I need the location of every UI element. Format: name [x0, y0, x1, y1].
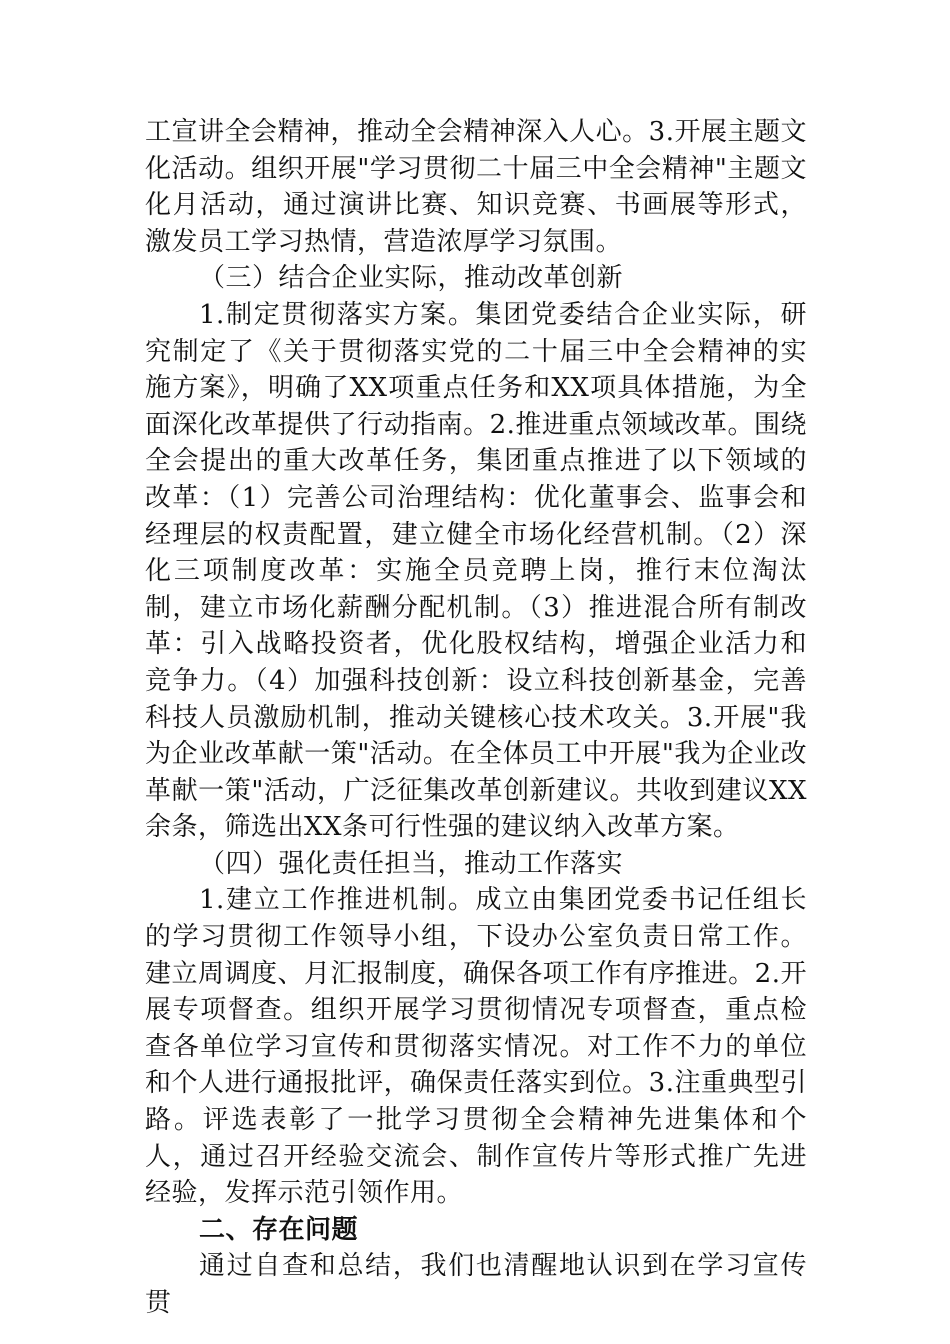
paragraph-continued: 工宣讲全会精神，推动全会精神深入人心。3.开展主题文化活动。组织开展"学习贯彻二十届三中全会精神"主题文化月活动，通过演讲比赛、知识竞赛、书画展等形式，激发员工学习热情，营造浓厚学习氛围。 [145, 117, 807, 257]
paragraph-reform-plan: 1.制定贯彻落实方案。集团党委结合企业实际，研究制定了《关于贯彻落实党的二十届三中全会精神的实施方案》，明确了XX项重点任务和XX项具体措施，为全面深化改革提供了行动指南。2.推进重点领域改革。围绕全会提出的重大改革任务，集团重点推进了以下领域的改革：（1）完善公司治理结构：优化董事会、监事会和经理层的权责配置，建立健全市场化经营机制。（2）深化三项制度改革：实施全员竞聘上岗，推行末位淘汰制，建立市场化薪酬分配机制。（3）推进混合所有制改革：引入战略投资者，优化股权结构，增强企业活力和竞争力。（4）加强科技创新：设立科技创新基金，完善科技人员激励机制，推动关键核心技术攻关。3.开展"我为企业改革献一策"活动。在全体员工中开展"我为企业改革献一策"活动，广泛征集改革创新建议。共收到建议XX余条，筛选出XX条可行性强的建议纳入改革方案。 [145, 299, 807, 843]
paragraph-problems-intro: 通过自查和总结，我们也清醒地认识到在学习宣传贯 [145, 1251, 807, 1318]
paragraph-work-mechanism: 1.建立工作推进机制。成立由集团党委书记任组长的学习贯彻工作领导小组，下设办公室负责日常工作。建立周调度、月汇报制度，确保各项工作有序推进。2.开展专项督查。组织开展学习贯彻情况专项督查，重点检查各单位学习宣传和贯彻落实情况。对工作不力的单位和个人进行通报批评，确保责任落实到位。3.注重典型引路。评选表彰了一批学习贯彻全会精神先进集体和个人，通过召开经验交流会、制作宣传片等形式推广先进经验，发挥示范引领作用。 [145, 885, 807, 1209]
subheading-responsibility: （四）强化责任担当，推动工作落实 [199, 848, 624, 879]
section-heading-problems: 二、存在问题 [199, 1214, 359, 1245]
subheading-reform-innovation: （三）结合企业实际，推动改革创新 [199, 263, 624, 294]
document-body [145, 114, 807, 1322]
